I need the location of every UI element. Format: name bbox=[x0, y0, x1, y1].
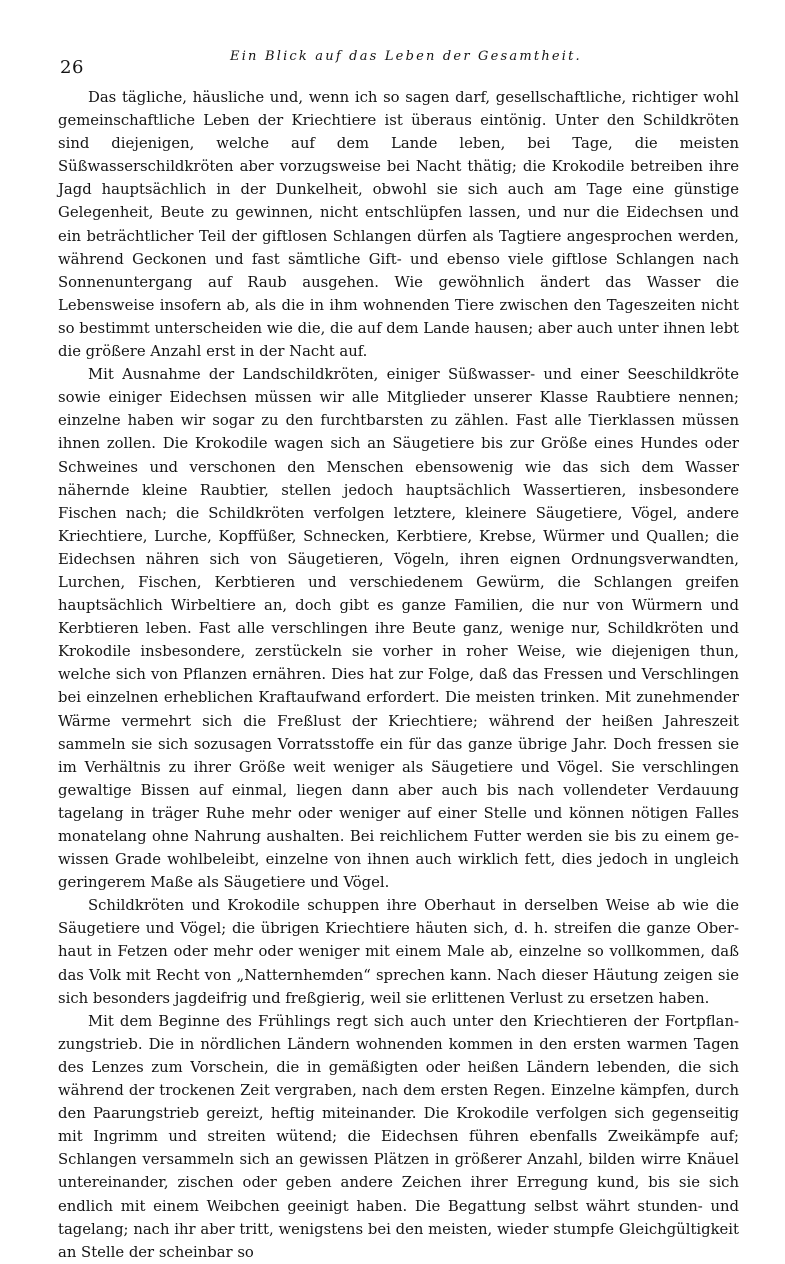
paragraph: Das tägliche, häusliche und, wenn ich so sagen darf, gesellschaftliche, richtiger wohl gemeinschaftliche Leben der Kriechtiere ist überaus eintönig. Unter den Schildkröten sind diejenigen, welche auf dem Lande leben, bei Tage, die meisten Süßwasserschildkröten aber vorzugsweise bei Nacht thätig; die Krokodile betreiben ihre Jagd hauptsächlich in der Dunkelheit, obwohl sie sich auch am Tage eine günstige Gelegenheit, Beute zu gewinnen, nicht entschlüpfen lassen, und nur die Eidechsen und ein beträchtlicher Teil der giftlosen Schlangen dürfen als Tagtiere angesprochen werden, während Geckonen und fast sämtliche Gift- und ebenso viele giftlose Schlangen nach Sonnenuntergang auf Raub ausgehen. Wie gewöhnlich ändert das Wasser die Lebensweise insofern ab, als die in ihm wohnenden Tiere zwischen den Tageszeiten nicht so bestimmt unterscheiden wie die, die auf dem Lande hausen; aber auch unter ihnen lebt die größere Anzahl erst in der Nacht auf. bbox=[58, 89, 739, 361]
paragraph: Mit dem Beginne des Frühlings regt sich auch unter den Kriechtieren der Fortpflanzungstrieb. Die in nördlichen Ländern wohnenden kommen in den ersten warmen Tagen des Lenzes zum Vorschein, die in gemäßigten oder heißen Ländern lebenden, die sich während der trockenen Zeit vergraben, nach dem ersten Regen. Einzelne kämpfen, durch den Paarungstrieb gereizt, heftig miteinander. Die Krokodile verfolgen sich gegenseitig mit Ingrimm und streiten wütend; die Eidechsen führen ebenfalls Zweikämpfe auf; Schlangen versammeln sich an gewissen Plätzen in größerer Anzahl, bilden wirre Knäuel untereinander, zischen oder geben andere Zeichen ihrer Erregung kund, bis sie sich endlich mit einem Weibchen geeinigt haben. Die Begattung selbst währt stunden- und tagelang; nach ihr aber tritt, wenigstens bei den meisten, wieder stumpfe Gleichgültigkeit an Stelle der scheinbar so bbox=[58, 1012, 739, 1261]
paragraph: Mit Ausnahme der Landschildkröten, einiger Süßwasser- und einer Seeschildkröte sowie einiger Eidechsen müssen wir alle Mitglieder unserer Klasse Raubtiere nennen; einzelne haben wir sogar zu den furchtbarsten zu zählen. Fast alle Tierklassen müssen ihnen zollen. Die Krokodile wagen sich an Säugetiere bis zur Größe eines Hundes oder Schweines und verschonen den Menschen ebensowenig wie das sich dem Wasser nähernde kleine Raubtier, stellen jedoch hauptsächlich Wassertieren, insbesondere Fischen nach; die Schildkröten verfolgen letztere, kleinere Säugetiere, Vögel, andere Kriechtiere, Lurche, Kopffüßer, Schnecken, Kerbtiere, Krebse, Würmer und Quallen; die Eidechsen nähren sich von Säugetieren, Vögeln, ihren eignen Ordnungsverwandten, Lurchen, Fischen, Kerbtieren und verschiedenem Gewürm, die Schlangen greifen hauptsächlich Wirbeltiere an, doch gibt es ganze Familien, die nur von Würmern und Kerbtieren leben. Fast alle verschlingen ihre Beute ganz, wenige nur, Schildkröten und Krokodile insbesondere, zerstückeln sie vorher in roher Weise, wie diejenigen thun, welche sich von Pflanzen ernähren. Dies hat zur Folge, daß das Fressen und Verschlingen bei einzelnen erheblichen Kraftaufwand erfordert. Die meisten trinken. Mit zunehmender Wärme vermehrt sich die Freßlust der Kriechtiere; während der heißen Jahreszeit sammeln sie sich sozusagen Vorratsstoffe ein für das ganze übrige Jahr. Doch fressen sie im Verhältnis zu ihrer Größe weit weniger als Säugetiere und Vögel. Sie verschlingen gewaltige Bissen auf einmal, liegen dann aber auch bis nach vollendeter Verdauung tagelang in träger Ruhe mehr oder weniger auf einer Stelle und können nötigen Falles monatelang ohne Nahrung aushalten. Bei reichlichem Futter werden sie bis zu einem gewissen Grade wohlbeleibt, einzelne von ihnen auch wirklich fett, dies jedoch in ungleich geringerem Maße als Säugetiere und Vögel. bbox=[58, 366, 739, 892]
page-number: 26 bbox=[60, 57, 84, 78]
running-title: Ein Blick auf das Leben der Gesamtheit. bbox=[230, 49, 582, 64]
body-text bbox=[58, 86, 739, 1264]
paragraph: Schildkröten und Krokodile schuppen ihre Oberhaut in derselben Weise ab wie die Säugetiere und Vögel; die übrigen Kriechtiere häuten sich, d. h. streifen die ganze Oberhaut in Fetzen oder mehr oder weniger mit einem Male ab, einzelne so vollkommen, daß das Volk mit Recht von „Natternhemden“ sprechen kann. Nach dieser Häutung zeigen sie sich besonders jagdeifrig und freßgierig, weil sie erlittenen Verlust zu ersetzen haben. bbox=[58, 897, 739, 1007]
